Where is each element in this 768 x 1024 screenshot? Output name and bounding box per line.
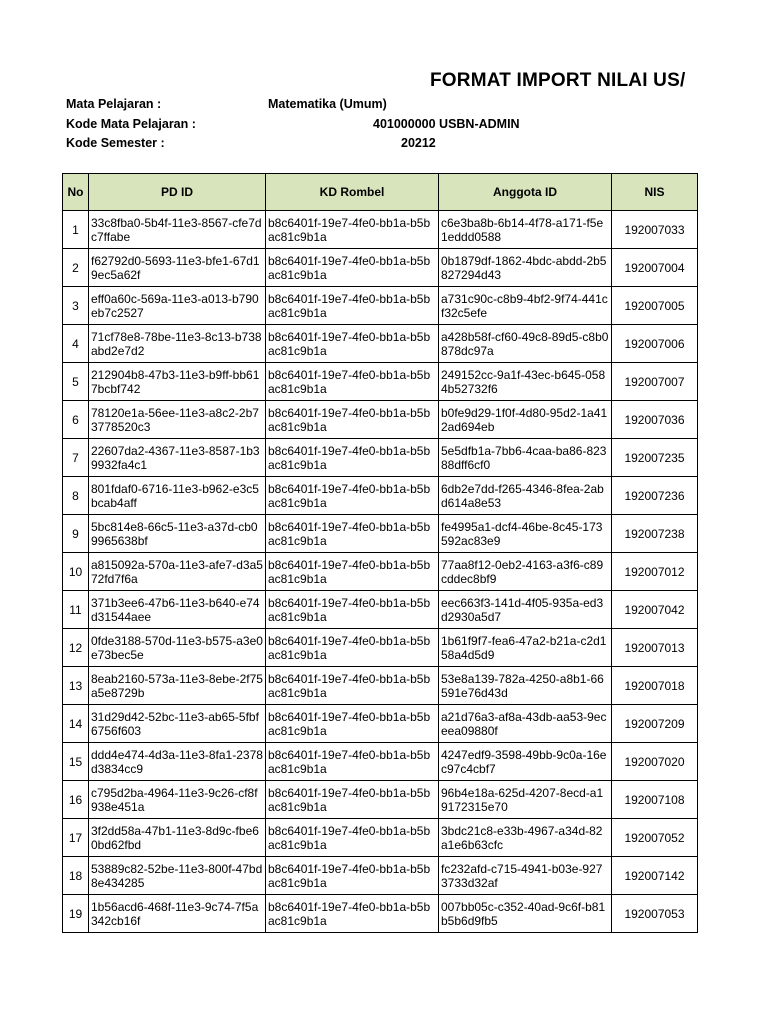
cell-anggota-id: 96b4e18a-625d-4207-8ecd-a19172315e70	[439, 781, 612, 819]
cell-kd-rombel: b8c6401f-19e7-4fe0-bb1a-b5bac81c9b1a	[266, 249, 439, 287]
table-row	[63, 553, 698, 591]
column-header-anggota-id: Anggota ID	[439, 174, 612, 211]
table-header-row	[63, 174, 698, 211]
cell-nis: 192007235	[612, 439, 698, 477]
cell-pd-id: 31d29d42-52bc-11e3-ab65-5fbf6756f603	[89, 705, 266, 743]
cell-nis: 192007007	[612, 363, 698, 401]
cell-pd-id: 33c8fba0-5b4f-11e3-8567-cfe7dc7ffabe	[89, 211, 266, 249]
column-header-pd-id: PD ID	[89, 174, 266, 211]
cell-kd-rombel: b8c6401f-19e7-4fe0-bb1a-b5bac81c9b1a	[266, 591, 439, 629]
cell-nis: 192007042	[612, 591, 698, 629]
cell-nis: 192007236	[612, 477, 698, 515]
column-header-no: No	[63, 174, 89, 211]
cell-no: 7	[63, 439, 89, 477]
table-row	[63, 477, 698, 515]
table-row	[63, 895, 698, 933]
cell-anggota-id: 007bb05c-c352-40ad-9c6f-b81b5b6d9fb5	[439, 895, 612, 933]
cell-kd-rombel: b8c6401f-19e7-4fe0-bb1a-b5bac81c9b1a	[266, 857, 439, 895]
table-row	[63, 439, 698, 477]
cell-pd-id: ddd4e474-4d3a-11e3-8fa1-2378d3834cc9	[89, 743, 266, 781]
cell-nis: 192007036	[612, 401, 698, 439]
table-row	[63, 515, 698, 553]
cell-no: 8	[63, 477, 89, 515]
table-row	[63, 629, 698, 667]
cell-anggota-id: 0b1879df-1862-4bdc-abdd-2b5827294d43	[439, 249, 612, 287]
cell-anggota-id: a731c90c-c8b9-4bf2-9f74-441cf32c5efe	[439, 287, 612, 325]
cell-kd-rombel: b8c6401f-19e7-4fe0-bb1a-b5bac81c9b1a	[266, 629, 439, 667]
cell-pd-id: 801fdaf0-6716-11e3-b962-e3c5bcab4aff	[89, 477, 266, 515]
cell-nis: 192007013	[612, 629, 698, 667]
cell-anggota-id: b0fe9d29-1f0f-4d80-95d2-1a412ad694eb	[439, 401, 612, 439]
column-header-kd-rombel: KD Rombel	[266, 174, 439, 211]
cell-pd-id: 53889c82-52be-11e3-800f-47bd8e434285	[89, 857, 266, 895]
kode-mapel-label: Kode Mata Pelajaran :	[66, 117, 196, 131]
cell-nis: 192007020	[612, 743, 698, 781]
cell-anggota-id: fe4995a1-dcf4-46be-8c45-173592ac83e9	[439, 515, 612, 553]
cell-pd-id: 71cf78e8-78be-11e3-8c13-b738abd2e7d2	[89, 325, 266, 363]
cell-kd-rombel: b8c6401f-19e7-4fe0-bb1a-b5bac81c9b1a	[266, 477, 439, 515]
cell-no: 9	[63, 515, 89, 553]
table-row	[63, 363, 698, 401]
kode-semester-label: Kode Semester :	[66, 136, 165, 150]
cell-nis: 192007004	[612, 249, 698, 287]
cell-no: 16	[63, 781, 89, 819]
table-row	[63, 705, 698, 743]
cell-kd-rombel: b8c6401f-19e7-4fe0-bb1a-b5bac81c9b1a	[266, 819, 439, 857]
table-row	[63, 591, 698, 629]
cell-anggota-id: 6db2e7dd-f265-4346-8fea-2abd614a8e53	[439, 477, 612, 515]
cell-pd-id: c795d2ba-4964-11e3-9c26-cf8f938e451a	[89, 781, 266, 819]
cell-pd-id: 1b56acd6-468f-11e3-9c74-7f5a342cb16f	[89, 895, 266, 933]
cell-pd-id: 371b3ee6-47b6-11e3-b640-e74d31544aee	[89, 591, 266, 629]
cell-kd-rombel: b8c6401f-19e7-4fe0-bb1a-b5bac81c9b1a	[266, 401, 439, 439]
cell-pd-id: eff0a60c-569a-11e3-a013-b790eb7c2527	[89, 287, 266, 325]
cell-anggota-id: a21d76a3-af8a-43db-aa53-9eceea09880f	[439, 705, 612, 743]
cell-nis: 192007018	[612, 667, 698, 705]
cell-kd-rombel: b8c6401f-19e7-4fe0-bb1a-b5bac81c9b1a	[266, 363, 439, 401]
cell-no: 15	[63, 743, 89, 781]
kode-mapel-value: 401000000 USBN-ADMIN	[373, 117, 520, 131]
table-row	[63, 211, 698, 249]
cell-kd-rombel: b8c6401f-19e7-4fe0-bb1a-b5bac81c9b1a	[266, 287, 439, 325]
cell-pd-id: 212904b8-47b3-11e3-b9ff-bb617bcbf742	[89, 363, 266, 401]
table-row	[63, 819, 698, 857]
cell-nis: 192007209	[612, 705, 698, 743]
nilai-table	[62, 173, 698, 933]
table-row	[63, 401, 698, 439]
cell-nis: 192007006	[612, 325, 698, 363]
cell-no: 12	[63, 629, 89, 667]
table-row	[63, 743, 698, 781]
cell-pd-id: 3f2dd58a-47b1-11e3-8d9c-fbe60bd62fbd	[89, 819, 266, 857]
cell-anggota-id: 53e8a139-782a-4250-a8b1-66591e76d43d	[439, 667, 612, 705]
cell-kd-rombel: b8c6401f-19e7-4fe0-bb1a-b5bac81c9b1a	[266, 211, 439, 249]
cell-anggota-id: 3bdc21c8-e33b-4967-a34d-82a1e6b63cfc	[439, 819, 612, 857]
cell-kd-rombel: b8c6401f-19e7-4fe0-bb1a-b5bac81c9b1a	[266, 781, 439, 819]
mata-pelajaran-value: Matematika (Umum)	[268, 97, 387, 111]
cell-nis: 192007108	[612, 781, 698, 819]
cell-anggota-id: c6e3ba8b-6b14-4f78-a171-f5e1eddd0588	[439, 211, 612, 249]
cell-no: 3	[63, 287, 89, 325]
cell-no: 1	[63, 211, 89, 249]
table-row	[63, 287, 698, 325]
page-title: FORMAT IMPORT NILAI US/	[430, 70, 686, 91]
cell-nis: 192007033	[612, 211, 698, 249]
cell-nis: 192007238	[612, 515, 698, 553]
cell-pd-id: 78120e1a-56ee-11e3-a8c2-2b73778520c3	[89, 401, 266, 439]
kode-semester-value: 20212	[401, 136, 436, 150]
cell-pd-id: a815092a-570a-11e3-afe7-d3a572fd7f6a	[89, 553, 266, 591]
cell-no: 18	[63, 857, 89, 895]
cell-nis: 192007142	[612, 857, 698, 895]
cell-nis: 192007005	[612, 287, 698, 325]
cell-kd-rombel: b8c6401f-19e7-4fe0-bb1a-b5bac81c9b1a	[266, 705, 439, 743]
table-row	[63, 249, 698, 287]
column-header-nis: NIS	[612, 174, 698, 211]
cell-kd-rombel: b8c6401f-19e7-4fe0-bb1a-b5bac81c9b1a	[266, 439, 439, 477]
cell-anggota-id: 4247edf9-3598-49bb-9c0a-16ec97c4cbf7	[439, 743, 612, 781]
table-row	[63, 667, 698, 705]
table-row	[63, 857, 698, 895]
cell-anggota-id: 5e5dfb1a-7bb6-4caa-ba86-82388dff6cf0	[439, 439, 612, 477]
cell-anggota-id: 1b61f9f7-fea6-47a2-b21a-c2d158a4d5d9	[439, 629, 612, 667]
cell-no: 17	[63, 819, 89, 857]
cell-no: 13	[63, 667, 89, 705]
table-body	[63, 211, 698, 933]
cell-kd-rombel: b8c6401f-19e7-4fe0-bb1a-b5bac81c9b1a	[266, 325, 439, 363]
cell-kd-rombel: b8c6401f-19e7-4fe0-bb1a-b5bac81c9b1a	[266, 895, 439, 933]
cell-kd-rombel: b8c6401f-19e7-4fe0-bb1a-b5bac81c9b1a	[266, 515, 439, 553]
cell-pd-id: 22607da2-4367-11e3-8587-1b39932fa4c1	[89, 439, 266, 477]
cell-no: 5	[63, 363, 89, 401]
cell-kd-rombel: b8c6401f-19e7-4fe0-bb1a-b5bac81c9b1a	[266, 743, 439, 781]
cell-anggota-id: 249152cc-9a1f-43ec-b645-0584b52732f6	[439, 363, 612, 401]
cell-no: 11	[63, 591, 89, 629]
cell-no: 10	[63, 553, 89, 591]
cell-nis: 192007053	[612, 895, 698, 933]
cell-anggota-id: eec663f3-141d-4f05-935a-ed3d2930a5d7	[439, 591, 612, 629]
cell-no: 14	[63, 705, 89, 743]
table-row	[63, 325, 698, 363]
cell-pd-id: 5bc814e8-66c5-11e3-a37d-cb09965638bf	[89, 515, 266, 553]
cell-anggota-id: 77aa8f12-0eb2-4163-a3f6-c89cddec8bf9	[439, 553, 612, 591]
cell-pd-id: f62792d0-5693-11e3-bfe1-67d19ec5a62f	[89, 249, 266, 287]
cell-kd-rombel: b8c6401f-19e7-4fe0-bb1a-b5bac81c9b1a	[266, 667, 439, 705]
cell-nis: 192007052	[612, 819, 698, 857]
mata-pelajaran-label: Mata Pelajaran :	[66, 97, 162, 111]
cell-kd-rombel: b8c6401f-19e7-4fe0-bb1a-b5bac81c9b1a	[266, 553, 439, 591]
cell-pd-id: 0fde3188-570d-11e3-b575-a3e0e73bec5e	[89, 629, 266, 667]
cell-no: 6	[63, 401, 89, 439]
cell-no: 2	[63, 249, 89, 287]
cell-no: 4	[63, 325, 89, 363]
cell-no: 19	[63, 895, 89, 933]
cell-pd-id: 8eab2160-573a-11e3-8ebe-2f75a5e8729b	[89, 667, 266, 705]
cell-anggota-id: a428b58f-cf60-49c8-89d5-c8b0878dc97a	[439, 325, 612, 363]
cell-anggota-id: fc232afd-c715-4941-b03e-9273733d32af	[439, 857, 612, 895]
table-row	[63, 781, 698, 819]
cell-nis: 192007012	[612, 553, 698, 591]
